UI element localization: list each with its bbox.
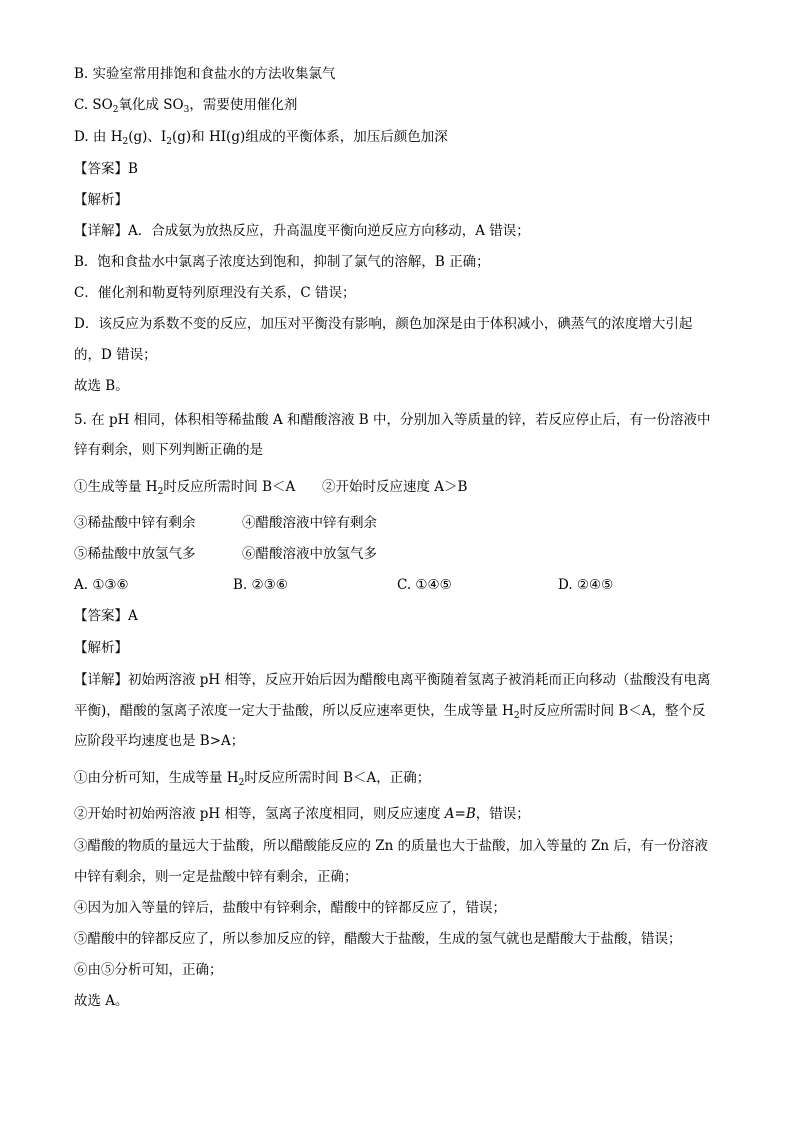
q5-analysis-label: 【解析】 bbox=[74, 640, 128, 656]
q5-detail-line1: 【详解】初始两溶液 pH 相等，反应开始后因为醋酸电离平衡随着氢离子被消耗而正向移动（盐酸没有电离 bbox=[74, 672, 711, 688]
q4-detail-a: 【详解】A．合成氨为放热反应，升高温度平衡向逆反应方向移动，A 错误； bbox=[74, 223, 530, 239]
q5-statement-3: ③稀盐酸中锌有剩余 bbox=[74, 515, 196, 531]
q5-eval-3-line1: ③醋酸的物质的量远大于盐酸，所以醋酸能反应的 Zn 的质量也大于盐酸，加入等量的 Zn 后，有一份溶液 bbox=[74, 838, 708, 854]
q5-detail-line3: 应阶段平均速度也是 B>A； bbox=[74, 733, 245, 749]
q4-analysis-label: 【解析】 bbox=[74, 192, 128, 208]
q5-stem-line2: 锌有剩余，则下列判断正确的是 bbox=[74, 442, 263, 458]
q5-choice-b: B. ②③⑥ bbox=[233, 577, 288, 593]
q5-eval-6: ⑥由⑤分析可知，正确； bbox=[74, 962, 223, 978]
q5-conclusion: 故选 A。 bbox=[74, 993, 129, 1009]
q5-eval-1: ①由分析可知，生成等量 $H_2$时反应所需时间 B＜A，正确； bbox=[74, 770, 431, 788]
q5-eval-3-line2: 中锌有剩余，则一定是盐酸中锌有剩余，正确； bbox=[74, 869, 358, 885]
q5-statement-5: ⑤稀盐酸中放氢气多 bbox=[74, 546, 196, 562]
q4-detail-c: C．催化剂和勒夏特列原理没有关系，C 错误； bbox=[74, 285, 356, 301]
q5-eval-5: ⑤醋酸中的锌都反应了，所以参加反应的锌，醋酸大于盐酸，生成的氢气就也是醋酸大于盐酸，错误； bbox=[74, 931, 682, 947]
q5-detail-line2: 平衡)，醋酸的氢离子浓度一定大于盐酸，所以反应速率更快，生成等量 $H_2$时反应所需时间 B＜A，整个反 bbox=[74, 703, 706, 721]
q5-statement-4: ④醋酸溶液中锌有剩余 bbox=[242, 515, 377, 531]
q5-statement-2: ②开始时反应速度 A＞B bbox=[322, 479, 468, 495]
q5-choice-d: D. ②④⑤ bbox=[558, 577, 614, 593]
q5-stem-line1: 5. 在 pH 相同，体积相等稀盐酸 A 和醋酸溶液 B 中，分别加入等质量的锌，若反应停止后，有一份溶液中 bbox=[74, 412, 711, 428]
q5-answer: 【答案】A bbox=[74, 608, 138, 624]
q4-option-b: B. 实验室常用排饱和食盐水的方法收集氯气 bbox=[74, 66, 336, 82]
q4-answer: 【答案】B bbox=[74, 161, 138, 177]
q4-option-d: D. 由 $H_2(g)$、$I_2(g)$和 HI(g)组成的平衡体系，加压后颜色加深 bbox=[74, 129, 448, 147]
q4-detail-b: B．饱和食盐水中氯离子浓度达到饱和，抑制了氯气的溶解，B 正确； bbox=[74, 254, 490, 270]
q4-conclusion: 故选 B。 bbox=[74, 378, 129, 394]
q5-statement-6: ⑥醋酸溶液中放氢气多 bbox=[242, 546, 377, 562]
q5-choice-c: C. ①④⑤ bbox=[397, 577, 452, 593]
q4-option-c: C. $SO_2$氧化成 $SO_3$，需要使用催化剂 bbox=[74, 97, 298, 115]
q5-choice-a: A. ①③⑥ bbox=[74, 577, 129, 593]
q5-eval-2: ②开始时初始两溶液 pH 相等，氢离子浓度相同，则反应速度 A=B，错误； bbox=[74, 806, 530, 822]
q5-statement-1: ①生成等量 $H_2$时反应所需时间 B＜A bbox=[74, 479, 296, 497]
q5-eval-4: ④因为加入等量的锌后，盐酸中有锌剩余，醋酸中的锌都反应了，错误； bbox=[74, 900, 506, 916]
q4-detail-d-line2: 的，D 错误； bbox=[74, 347, 157, 363]
q4-detail-d-line1: D．该反应为系数不变的反应，加压对平衡没有影响，颜色加深是由于体积减小，碘蒸气的浓度增大引起 bbox=[74, 316, 693, 332]
